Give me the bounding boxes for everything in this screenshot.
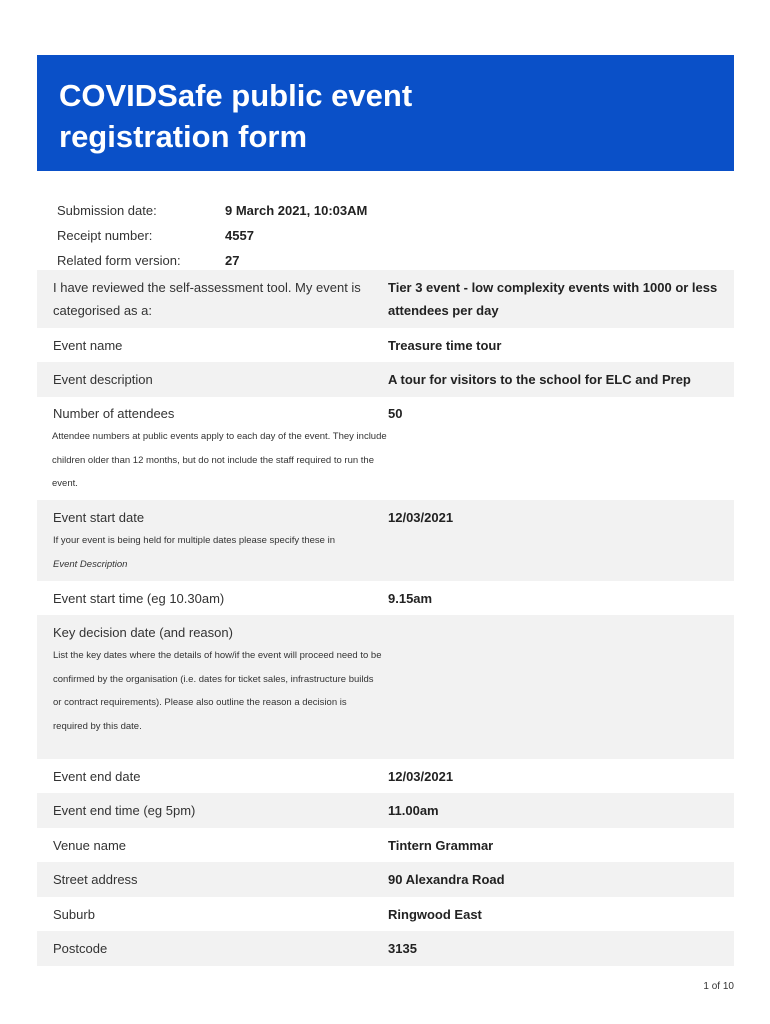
field-label: Street address (53, 872, 138, 887)
field-value: A tour for visitors to the school for ELC and Prep (388, 372, 691, 387)
field-value: Treasure time tour (388, 338, 502, 353)
page-title: COVIDSafe public event registration form (59, 78, 413, 154)
field-row-key-decision (37, 615, 734, 759)
field-value: 12/03/2021 (388, 769, 454, 784)
field-value (388, 621, 724, 759)
meta-value: 9 March 2021, 10:03AM (225, 203, 368, 218)
field-label: Event name (53, 338, 123, 353)
field-hint: Attendee numbers at public events apply to each day of the event. They include children older than 12 months, but do not include the staff required to run the event. (52, 431, 387, 489)
form-fields (37, 270, 734, 966)
field-label: Venue name (53, 838, 127, 853)
field-label: Key decision date (and reason) (53, 625, 233, 640)
field-value: 11.00am (388, 803, 439, 818)
field-value: Tintern Grammar (388, 838, 494, 853)
field-row-category (37, 270, 734, 328)
field-value: 3135 (388, 941, 417, 956)
field-label: Suburb (53, 907, 95, 922)
field-label: Event end date (53, 769, 141, 784)
meta-label: Receipt number: (57, 228, 153, 243)
meta-value: 4557 (225, 228, 254, 243)
header-banner (37, 55, 734, 171)
meta-value: 27 (225, 253, 240, 268)
field-row-suburb (37, 897, 734, 931)
field-label: I have reviewed the self-assessment tool. My event is categorised as a: (53, 280, 361, 318)
field-row-postcode (37, 931, 734, 966)
field-label-group (53, 621, 388, 759)
field-row-event-description (37, 362, 734, 397)
field-row-end-time (37, 793, 734, 828)
meta-label: Related form version: (57, 253, 181, 268)
field-label: Number of attendees (53, 406, 175, 421)
field-value: 12/03/2021 (388, 510, 454, 525)
field-row-street (37, 862, 734, 897)
field-row-end-date (37, 759, 734, 793)
field-row-venue (37, 828, 734, 862)
field-row-start-time (37, 581, 734, 615)
field-row-attendees (37, 397, 734, 500)
field-value: 9.15am (388, 591, 433, 606)
meta-row-receipt-number (57, 223, 657, 248)
field-row-start-date (37, 500, 734, 581)
field-label: Event start date (53, 510, 145, 525)
field-value: Tier 3 event - low complexity events with 1000 or less attendees per day (388, 280, 718, 318)
field-label: Event end time (eg 5pm) (53, 803, 196, 818)
field-label: Event start time (eg 10.30am) (53, 591, 225, 606)
field-hint: If your event is being held for multiple dates please specify these in (53, 535, 335, 546)
meta-row-submission-date (57, 198, 657, 223)
field-hint: List the key dates where the details of how/if the event will proceed need to be confirmed by the organisation (i.e. dates for ticket sales, infrastructure builds or contract requirements). Please also outline the reason a decision is required by this date. (53, 650, 382, 732)
field-value: 90 Alexandra Road (388, 872, 505, 887)
submission-meta (57, 198, 657, 273)
field-label: Event description (53, 372, 153, 387)
field-value: 50 (388, 406, 403, 421)
field-row-event-name (37, 328, 734, 362)
field-value: Ringwood East (388, 907, 482, 922)
field-hint-emphasis: Event Description (53, 558, 128, 570)
field-label: Postcode (53, 941, 108, 956)
page-number: 1 of 10 (703, 981, 734, 992)
meta-label: Submission date: (57, 203, 157, 218)
field-label-group (53, 506, 388, 581)
field-label-group (53, 402, 388, 500)
